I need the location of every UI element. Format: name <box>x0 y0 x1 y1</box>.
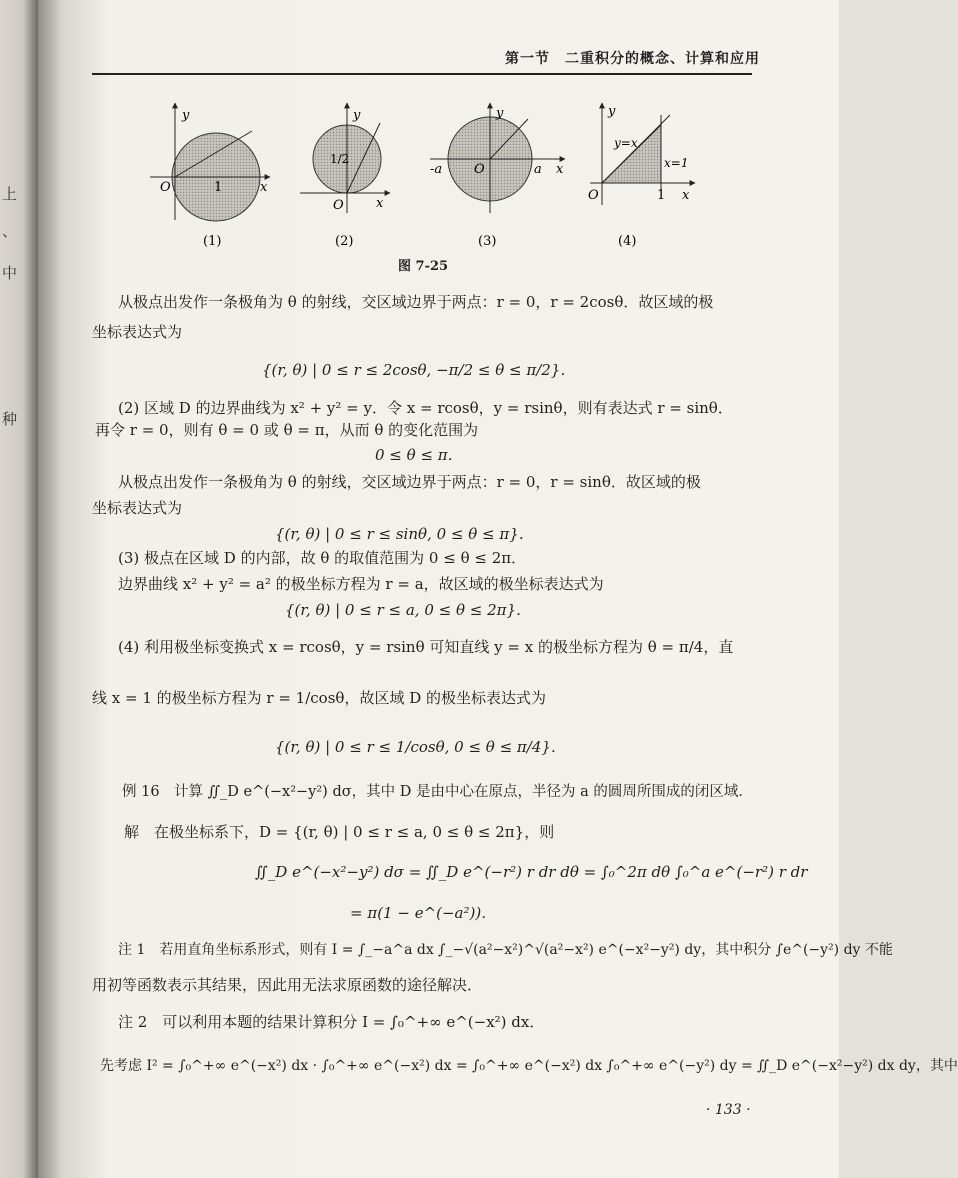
left-page-char: 上 <box>2 185 18 203</box>
formula-line: = π(1 − e^(−a²))． <box>350 904 497 922</box>
line-label: x=1 <box>664 156 689 170</box>
axis-y-label: y <box>353 108 361 123</box>
subfigure-label: (4) <box>618 234 637 249</box>
text-line: (3) 极点在区域 D 的内部，故 θ 的取值范围为 0 ≤ θ ≤ 2π． <box>118 549 527 567</box>
tick-label: -a <box>430 162 443 177</box>
tick-label: a <box>534 162 542 177</box>
tick-label: 1 <box>214 180 223 195</box>
text-line: 坐标表达式为 <box>92 499 183 517</box>
subfigure-3 <box>430 103 565 213</box>
subfigure-1 <box>150 103 270 221</box>
subfigure-label: (1) <box>203 234 222 249</box>
left-page-edge <box>0 0 38 1178</box>
subfigure-4 <box>588 103 695 205</box>
formula-line: {(r, θ) | 0 ≤ r ≤ a, 0 ≤ θ ≤ 2π}． <box>285 601 532 619</box>
line-label: y=x <box>614 136 638 150</box>
running-header: 第一节 二重积分的概念、计算和应用 <box>505 51 760 67</box>
figure-caption: 图 7-25 <box>398 259 449 274</box>
text-line: 从极点出发作一条极角为 θ 的射线，交区域边界于两点：r = 0，r = sinθ．故区域的极 <box>118 473 701 491</box>
left-page-char: 种 <box>2 410 18 428</box>
axis-x-label: x <box>682 188 690 203</box>
subfigure-2 <box>300 103 390 213</box>
text-line: 再令 r = 0，则有 θ = 0 或 θ = π，从而 θ 的变化范围为 <box>95 421 479 439</box>
origin-label: O <box>160 180 171 195</box>
axis-x-label: x <box>260 180 268 195</box>
tick-label: 1/2 <box>330 152 350 166</box>
text-line: 从极点出发作一条极角为 θ 的射线，交区域边界于两点：r = 0，r = 2cosθ．故区域的极 <box>118 293 714 311</box>
left-page-char: 中 <box>2 264 18 282</box>
formula-line: {(r, θ) | 0 ≤ r ≤ sinθ, 0 ≤ θ ≤ π}． <box>275 525 534 543</box>
left-page-char: 、 <box>2 222 18 240</box>
text-line: 先考虑 I² = ∫₀^+∞ e^(−x²) dx · ∫₀^+∞ e^(−x²) dx = ∫₀^+∞ e^(−x²) dx ∫₀^+∞ e^(−y²) dy = ∬_D e^(−x²−y²) dx dy，其中 <box>100 1058 958 1074</box>
note-1: 注 1 若用直角坐标系形式，则有 I = ∫_−a^a dx ∫_−√(a²−x²)^√(a²−x²) e^(−x²−y²) dy，其中积分 ∫e^(−y²) dy 不能 <box>118 942 893 958</box>
formula-line: ∬_D e^(−x²−y²) dσ = ∬_D e^(−r²) r dr dθ = ∫₀^2π dθ ∫₀^a e^(−r²) r dr <box>255 863 808 881</box>
axis-y-label: y <box>182 108 190 123</box>
solution-line: 解 在极坐标系下，D = {(r, θ) | 0 ≤ r ≤ a, 0 ≤ θ ≤ 2π}，则 <box>124 823 555 841</box>
note-2: 注 2 可以利用本题的结果计算积分 I = ∫₀^+∞ e^(−x²) dx． <box>118 1013 545 1031</box>
text-line: 线 x = 1 的极坐标方程为 r = 1/cosθ，故区域 D 的极坐标表达式为 <box>92 689 547 707</box>
axis-y-label: y <box>496 106 504 121</box>
page-number: · 133 · <box>706 1102 751 1118</box>
text-line: (4) 利用极坐标变换式 x = rcosθ，y = rsinθ 可知直线 y = x 的极坐标方程为 θ = π/4，直 <box>118 638 734 656</box>
axis-x-label: x <box>376 196 384 211</box>
example-16: 例 16 计算 ∬_D e^(−x²−y²) dσ，其中 D 是由中心在原点，半径为 a 的圆周所围成的闭区域． <box>122 784 753 800</box>
formula-line: {(r, θ) | 0 ≤ r ≤ 2cosθ, −π/2 ≤ θ ≤ π/2}． <box>262 361 576 379</box>
axis-y-label: y <box>608 104 616 119</box>
header-rule <box>92 73 752 75</box>
origin-label: O <box>333 198 344 213</box>
text-line: (2) 区域 D 的边界曲线为 x² + y² = y．令 x = rcosθ，y = rsinθ，则有表达式 r = sinθ． <box>118 399 733 417</box>
text-line: 用初等函数表示其结果，因此用无法求原函数的途径解决． <box>92 976 483 994</box>
text-line: 坐标表达式为 <box>92 323 183 341</box>
tick-label: 1 <box>657 188 666 203</box>
text-line: 边界曲线 x² + y² = a² 的极坐标方程为 r = a，故区域的极坐标表达式为 <box>118 575 604 593</box>
origin-label: O <box>474 162 485 177</box>
subfigure-label: (3) <box>478 234 497 249</box>
formula-line: {(r, θ) | 0 ≤ r ≤ 1/cosθ, 0 ≤ θ ≤ π/4}． <box>275 738 566 756</box>
formula-line: 0 ≤ θ ≤ π． <box>375 446 463 464</box>
subfigure-label: (2) <box>335 234 354 249</box>
origin-label: O <box>588 188 599 203</box>
axis-x-label: x <box>556 162 564 177</box>
figure-7-25 <box>140 95 720 255</box>
